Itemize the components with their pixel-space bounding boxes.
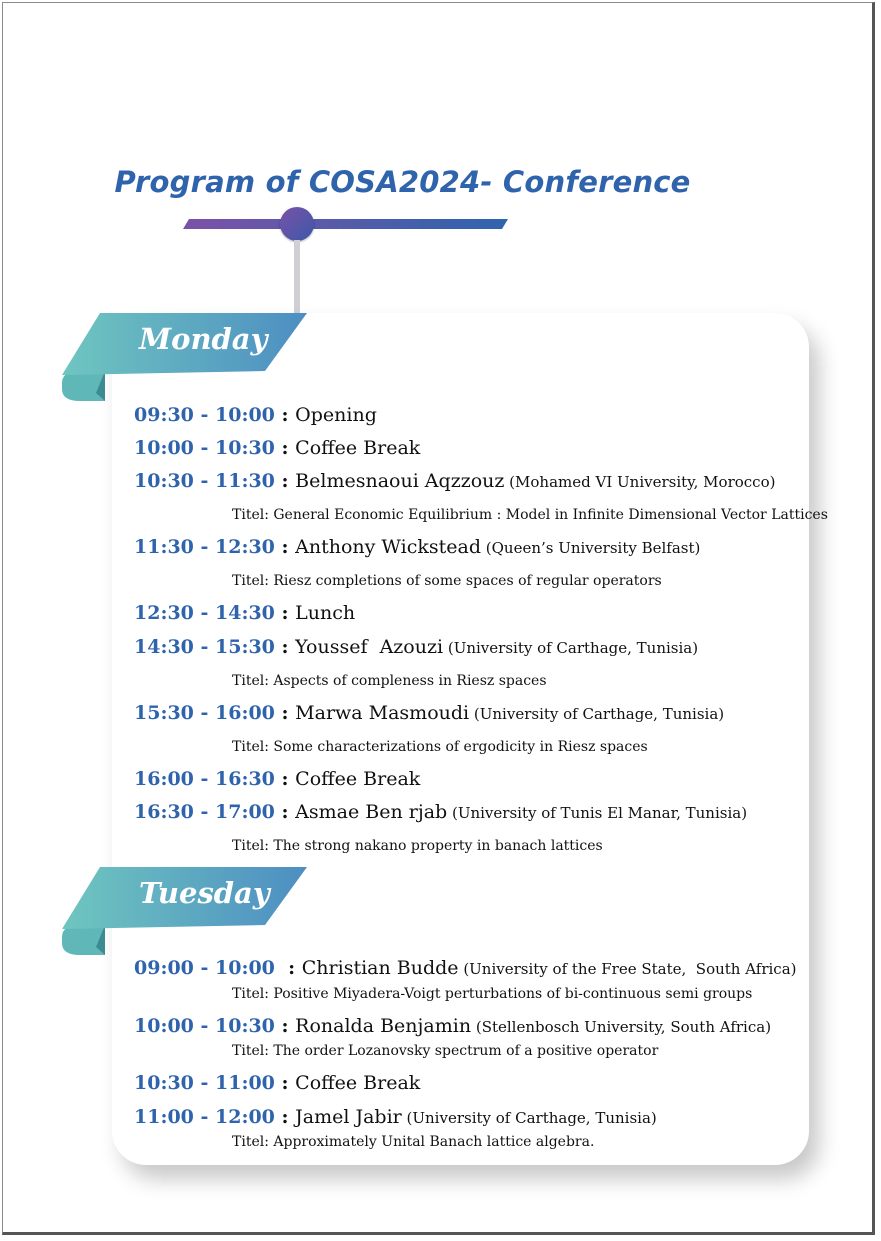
speaker-name: Asmae Ben rjab (295, 801, 448, 823)
session-row: 10:30 - 11:30 : Belmesnaoui Aqzzouz (Mohamed VI University, Morocco) (134, 470, 776, 492)
speaker-name: Youssef Azouzi (295, 636, 444, 658)
session-row: 15:30 - 16:00 : Marwa Masmoudi (University of Carthage, Tunisia) (134, 702, 725, 724)
speaker-affiliation: (University of Carthage, Tunisia) (443, 639, 699, 657)
session-time: 10:30 - 11:00 (134, 1072, 275, 1094)
speaker-affiliation: (University of Carthage, Tunisia) (469, 705, 725, 723)
speaker-name: Belmesnaoui Aqzzouz (295, 470, 505, 492)
session-row: 09:00 - 10:00 : Christian Budde (University of the Free State, South Africa) (134, 957, 797, 979)
speaker-name: Marwa Masmoudi (295, 702, 470, 724)
speaker-affiliation: (University of Tunis El Manar, Tunisia) (447, 804, 748, 822)
session-time: 09:00 - 10:00 (134, 957, 275, 979)
session-time: 14:30 - 15:30 (134, 636, 275, 658)
session-row: 10:00 - 10:30 : Coffee Break (134, 437, 421, 459)
session-row: 11:00 - 12:00 : Jamel Jabir (University of Carthage, Tunisia) (134, 1106, 657, 1128)
talk-title: Titel: Riesz completions of some spaces of regular operators (232, 573, 662, 589)
session-name: Lunch (295, 602, 356, 624)
session-time: 15:30 - 16:00 (134, 702, 275, 724)
session-time: 09:30 - 10:00 (134, 404, 275, 426)
talk-title: Titel: Positive Miyadera-Voigt perturbations of bi-continuous semi groups (232, 986, 753, 1002)
session-time: 11:00 - 12:00 (134, 1106, 275, 1128)
speaker-name: Ronalda Benjamin (295, 1015, 472, 1037)
session-time: 10:30 - 11:30 (134, 470, 275, 492)
talk-title: Titel: Approximately Unital Banach lattice algebra. (232, 1134, 595, 1150)
session-name: Coffee Break (295, 1072, 421, 1094)
speaker-affiliation: (Stellenbosch University, South Africa) (471, 1018, 772, 1036)
session-time: 10:00 - 10:30 (134, 1015, 275, 1037)
speaker-affiliation: (University of Carthage, Tunisia) (401, 1109, 657, 1127)
session-row: 12:30 - 14:30 : Lunch (134, 602, 356, 624)
talk-title: Titel: The strong nakano property in banach lattices (232, 838, 603, 854)
speaker-affiliation: (University of the Free State, South Africa) (458, 960, 797, 978)
talk-title: Titel: The order Lozanovsky spectrum of a positive operator (232, 1043, 659, 1059)
session-name: Coffee Break (295, 437, 421, 459)
speaker-affiliation: (Queen’s University Belfast) (480, 539, 701, 557)
talk-title: Titel: General Economic Equilibrium : Model in Infinite Dimensional Vector Lattices (232, 507, 828, 523)
speaker-name: Christian Budde (301, 957, 459, 979)
session-row: 16:00 - 16:30 : Coffee Break (134, 768, 421, 790)
talk-title: Titel: Some characterizations of ergodicity in Riesz spaces (232, 739, 648, 755)
session-row: 14:30 - 15:30 : Youssef Azouzi (University of Carthage, Tunisia) (134, 636, 699, 658)
title-node-dot (280, 207, 314, 241)
title-connector-line (294, 240, 300, 314)
session-time: 16:00 - 16:30 (134, 768, 275, 790)
session-name: Opening (295, 404, 377, 426)
speaker-name: Jamel Jabir (295, 1106, 402, 1128)
session-time: 12:30 - 14:30 (134, 602, 275, 624)
speaker-name: Anthony Wickstead (295, 536, 481, 558)
session-time: 16:30 - 17:00 (134, 801, 275, 823)
title-underline (183, 219, 508, 229)
page-title: Program of COSA2024- Conference (114, 165, 691, 199)
session-row: 10:30 - 11:00 : Coffee Break (134, 1072, 421, 1094)
speaker-affiliation: (Mohamed VI University, Morocco) (504, 473, 776, 491)
session-row: 09:30 - 10:00 : Opening (134, 404, 377, 426)
session-time: 11:30 - 12:30 (134, 536, 275, 558)
session-row: 11:30 - 12:30 : Anthony Wickstead (Queen’s University Belfast) (134, 536, 701, 558)
session-row: 10:00 - 10:30 : Ronalda Benjamin (Stellenbosch University, South Africa) (134, 1015, 772, 1037)
session-row: 16:30 - 17:00 : Asmae Ben rjab (University of Tunis El Manar, Tunisia) (134, 801, 748, 823)
day-label-monday: Monday (139, 322, 268, 356)
session-time: 10:00 - 10:30 (134, 437, 275, 459)
session-name: Coffee Break (295, 768, 421, 790)
talk-title: Titel: Aspects of compleness in Riesz spaces (232, 673, 547, 689)
day-label-tuesday: Tuesday (139, 876, 270, 910)
